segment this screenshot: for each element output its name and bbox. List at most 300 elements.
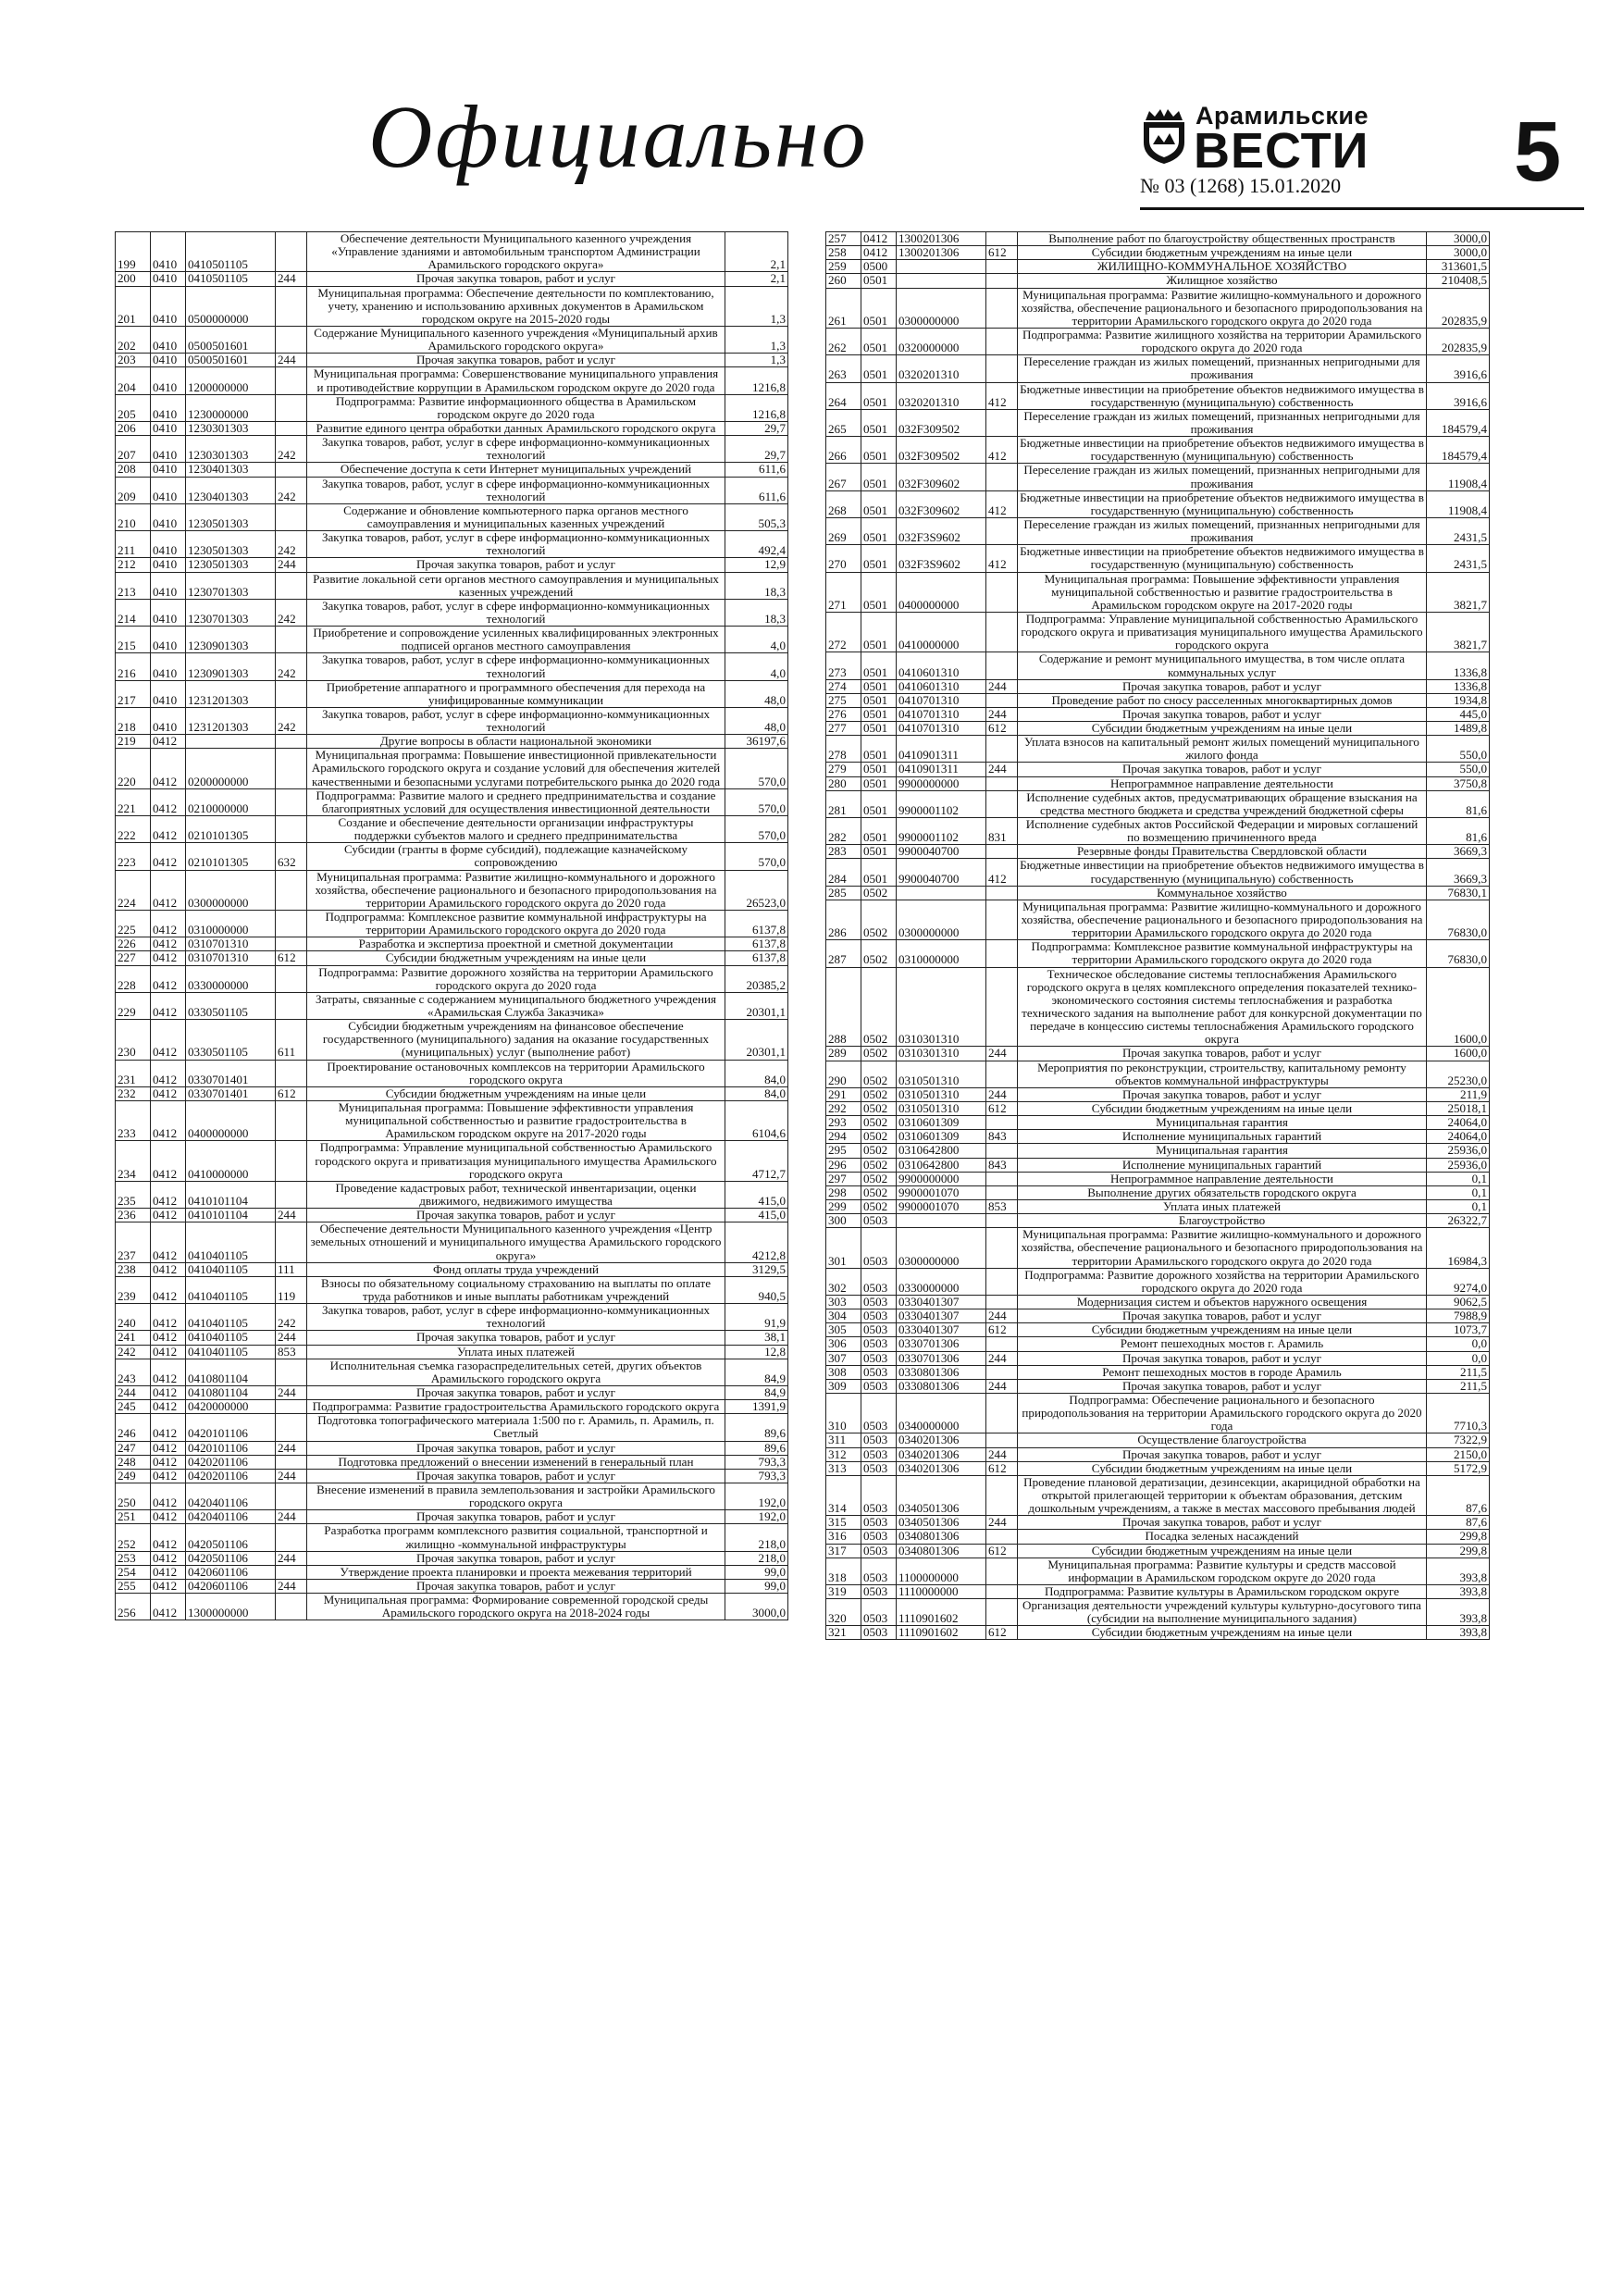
row-number: 258 [826, 246, 861, 260]
row-number: 223 [116, 843, 151, 870]
table-row [826, 652, 1490, 679]
target-article-code [186, 735, 276, 749]
line-item-name: Подпрограмма: Комплексное развитие коммунальной инфраструктуры на территории Арамильского городского округа до 2020 года [1018, 940, 1427, 967]
line-item-name: Ремонт пешеходных мостов г. Арамиль [1018, 1337, 1427, 1351]
target-article-code: 1230301303 [186, 421, 276, 435]
table-row [826, 1087, 1490, 1101]
row-number: 250 [116, 1483, 151, 1509]
target-article-code: 0410701310 [897, 722, 986, 736]
logo-bottom-text: ВЕСТИ [1194, 123, 1369, 179]
expense-type-code [276, 1414, 307, 1441]
expense-type-code [276, 1181, 307, 1208]
line-item-name: Модернизация систем и объектов наружного освещения [1018, 1295, 1427, 1309]
expense-type-code: 611 [276, 1020, 307, 1060]
line-item-name: Содержание и обновление компьютерного парка органов местного самоуправления и муниципальных казенных учреждений [307, 503, 725, 530]
amount-value: 7710,3 [1427, 1393, 1490, 1433]
target-article-code: 0420501106 [186, 1551, 276, 1565]
target-article-code: 0310642800 [897, 1144, 986, 1158]
amount-value: 192,0 [725, 1510, 788, 1524]
section-code: 0501 [861, 328, 897, 354]
section-code: 0412 [151, 1469, 186, 1483]
section-code: 0412 [151, 911, 186, 937]
line-item-name: Муниципальная гарантия [1018, 1116, 1427, 1130]
target-article-code: 0310501310 [897, 1102, 986, 1116]
amount-value: 6137,8 [725, 911, 788, 937]
page-number: 5 [1514, 105, 1562, 199]
expense-type-code [276, 816, 307, 843]
table-row [116, 436, 788, 463]
table-row [116, 1414, 788, 1441]
section-title: Официально [368, 87, 869, 186]
table-row [116, 1565, 788, 1579]
line-item-name: Субсидии бюджетным учреждениям на иные цели [1018, 1323, 1427, 1337]
target-article-code: 1230401303 [186, 477, 276, 503]
target-article-code: 1300201306 [897, 232, 986, 246]
amount-value: 26523,0 [725, 870, 788, 910]
expense-type-code: 244 [276, 1510, 307, 1524]
line-item-name: Коммунальное хозяйство [1018, 886, 1427, 900]
section-code: 0503 [861, 1309, 897, 1323]
table-row [116, 421, 788, 435]
expense-type-code: 612 [986, 246, 1018, 260]
section-code: 0410 [151, 531, 186, 558]
expense-type-code [276, 1524, 307, 1551]
table-row [826, 1130, 1490, 1144]
amount-value: 393,8 [1427, 1599, 1490, 1626]
row-number: 253 [116, 1551, 151, 1565]
line-item-name: Создание и обеспечение деятельности организации инфраструктуры поддержки субъектов малого и среднего предпринимательства [307, 816, 725, 843]
target-article-code: 0340000000 [897, 1393, 986, 1433]
expense-type-code [276, 788, 307, 815]
target-article-code: 0410000000 [897, 612, 986, 652]
row-number: 285 [826, 886, 861, 900]
expense-type-code [986, 1116, 1018, 1130]
expense-type-code [986, 1268, 1018, 1295]
target-article-code: 0420201106 [186, 1469, 276, 1483]
amount-value: 415,0 [725, 1181, 788, 1208]
target-article-code [897, 1214, 986, 1228]
row-number: 281 [826, 790, 861, 817]
target-article-code: 0420401106 [186, 1510, 276, 1524]
amount-value: 1489,8 [1427, 722, 1490, 736]
row-number: 228 [116, 965, 151, 992]
section-code: 0412 [151, 1414, 186, 1441]
row-number: 277 [826, 722, 861, 736]
table-row [826, 1185, 1490, 1199]
target-article-code: 0410701310 [897, 707, 986, 721]
row-number: 217 [116, 680, 151, 707]
amount-value: 211,5 [1427, 1379, 1490, 1393]
section-code: 0503 [861, 1584, 897, 1598]
table-row [116, 599, 788, 626]
expense-type-code [276, 965, 307, 992]
amount-value: 550,0 [1427, 736, 1490, 763]
expense-type-code [986, 355, 1018, 382]
row-number: 210 [116, 503, 151, 530]
amount-value: 1,3 [725, 286, 788, 326]
target-article-code: 0420501106 [186, 1524, 276, 1551]
expense-type-code: 843 [986, 1130, 1018, 1144]
row-number: 291 [826, 1087, 861, 1101]
line-item-name: Муниципальная программа: Развитие жилищно-коммунального и дорожного хозяйства, обеспечение рационального и безопасного природопользования на территории Арамильского городского округа до 2020 года [307, 870, 725, 910]
table-row [826, 1116, 1490, 1130]
expense-type-code: 612 [986, 1323, 1018, 1337]
section-code: 0502 [861, 1130, 897, 1144]
row-number: 225 [116, 911, 151, 937]
expense-type-code: 111 [276, 1262, 307, 1276]
row-number: 297 [826, 1172, 861, 1185]
budget-table-left [115, 231, 788, 1620]
amount-value: 76830,1 [1427, 886, 1490, 900]
target-article-code: 0410401105 [186, 1331, 276, 1345]
amount-value: 25936,0 [1427, 1158, 1490, 1172]
target-article-code: 0410401105 [186, 1276, 276, 1303]
amount-value: 202835,9 [1427, 328, 1490, 354]
amount-value: 36197,6 [725, 735, 788, 749]
expense-type-code [986, 1214, 1018, 1228]
table-row [826, 437, 1490, 464]
line-item-name: Закупка товаров, работ, услуг в сфере информационно-коммуникационных технологий [307, 707, 725, 734]
target-article-code: 1110901602 [897, 1626, 986, 1640]
section-code: 0412 [151, 1331, 186, 1345]
amount-value: 24064,0 [1427, 1116, 1490, 1130]
expense-type-code [276, 627, 307, 653]
table-row [116, 1455, 788, 1469]
amount-value: 192,0 [725, 1483, 788, 1509]
amount-value: 3669,3 [1427, 859, 1490, 886]
section-code: 0412 [151, 749, 186, 788]
line-item-name: Проведение плановой дератизации, дезинсекции, акарицидной обработки на открытой прилегающей территории к объектам образования, детским дошкольным учреждениям, а также в местах массового пребывания людей [1018, 1475, 1427, 1515]
target-article-code: 0210101305 [186, 843, 276, 870]
expense-type-code [986, 1337, 1018, 1351]
expense-type-code [276, 463, 307, 477]
line-item-name: Прочая закупка товаров, работ и услуг [307, 558, 725, 572]
expense-type-code: 612 [986, 1461, 1018, 1475]
table-row [826, 1379, 1490, 1393]
table-row [826, 859, 1490, 886]
expense-type-code [276, 326, 307, 353]
row-number: 236 [116, 1209, 151, 1222]
row-number: 316 [826, 1530, 861, 1544]
amount-value: 1,3 [725, 326, 788, 353]
section-code: 0410 [151, 421, 186, 435]
line-item-name: Подпрограмма: Обеспечение рационального и безопасного природопользования на территории Арамильского городского округа до 2020 года [1018, 1393, 1427, 1433]
expense-type-code [276, 1400, 307, 1414]
expense-type-code: 244 [986, 1087, 1018, 1101]
expense-type-code: 244 [276, 1469, 307, 1483]
expense-type-code [986, 940, 1018, 967]
expense-type-code: 244 [986, 1047, 1018, 1061]
row-number: 221 [116, 788, 151, 815]
line-item-name: Прочая закупка товаров, работ и услуг [1018, 1379, 1427, 1393]
row-number: 235 [116, 1181, 151, 1208]
expense-type-code [986, 1530, 1018, 1544]
table-row [826, 355, 1490, 382]
table-row [826, 1061, 1490, 1087]
row-number: 248 [116, 1455, 151, 1469]
line-item-name: Прочая закупка товаров, работ и услуг [1018, 1087, 1427, 1101]
row-number: 263 [826, 355, 861, 382]
row-number: 242 [116, 1345, 151, 1359]
expense-type-code: 242 [276, 1304, 307, 1331]
target-article-code: 0320201310 [897, 355, 986, 382]
row-number: 237 [116, 1222, 151, 1262]
target-article-code: 1230901303 [186, 653, 276, 680]
section-code: 0501 [861, 652, 897, 679]
line-item-name: Прочая закупка товаров, работ и услуг [307, 1385, 725, 1399]
target-article-code: 0410401105 [186, 1222, 276, 1262]
expense-type-code [986, 409, 1018, 436]
section-code: 0410 [151, 436, 186, 463]
expense-type-code: 612 [986, 1102, 1018, 1116]
section-code: 0503 [861, 1214, 897, 1228]
table-row [826, 464, 1490, 490]
expense-type-code [276, 503, 307, 530]
line-item-name: Проведение кадастровых работ, технической инвентаризации, оценки движимого, недвижимого имущества [307, 1181, 725, 1208]
amount-value: 84,0 [725, 1086, 788, 1100]
row-number: 303 [826, 1295, 861, 1309]
line-item-name: Муниципальная программа: Повышение инвестиционной привлекательности Арамильского городского округа и создание условий для обеспечения жителей качественными и безопасными услугами потребительского рынка до 2020 года [307, 749, 725, 788]
line-item-name: Уплата взносов на капитальный ремонт жилых помещений муниципального жилого фонда [1018, 736, 1427, 763]
section-code: 0501 [861, 355, 897, 382]
table-row [826, 1475, 1490, 1515]
row-number: 294 [826, 1130, 861, 1144]
target-article-code: 0310501310 [897, 1087, 986, 1101]
target-article-code: 0330000000 [186, 965, 276, 992]
expense-type-code [276, 1141, 307, 1181]
line-item-name: Прочая закупка товаров, работ и услуг [307, 1331, 725, 1345]
section-code: 0503 [861, 1351, 897, 1365]
expense-type-code: 412 [986, 437, 1018, 464]
target-article-code: 0420101106 [186, 1441, 276, 1455]
target-article-code: 0340501306 [897, 1475, 986, 1515]
amount-value: 87,6 [1427, 1516, 1490, 1530]
section-code: 0503 [861, 1558, 897, 1584]
target-article-code: 0340801306 [897, 1530, 986, 1544]
amount-value: 218,0 [725, 1524, 788, 1551]
amount-value: 1216,8 [725, 394, 788, 421]
section-code: 0501 [861, 707, 897, 721]
target-article-code: 1100000000 [897, 1558, 986, 1584]
line-item-name: Затраты, связанные с содержанием муниципального бюджетного учреждения «Арамильская Служба Заказчика» [307, 992, 725, 1019]
row-number: 226 [116, 937, 151, 951]
line-item-name: Прочая закупка товаров, работ и услуг [307, 1209, 725, 1222]
amount-value: 76830,0 [1427, 940, 1490, 967]
line-item-name: Бюджетные инвестиции на приобретение объектов недвижимого имущества в государственную (муниципальную) собственность [1018, 859, 1427, 886]
amount-value: 18,3 [725, 599, 788, 626]
amount-value: 38,1 [725, 1331, 788, 1345]
target-article-code: 0410901311 [897, 763, 986, 776]
section-code: 0501 [861, 612, 897, 652]
row-number: 249 [116, 1469, 151, 1483]
row-number: 304 [826, 1309, 861, 1323]
amount-value: 4,0 [725, 627, 788, 653]
table-row [826, 940, 1490, 967]
table-row [826, 246, 1490, 260]
target-article-code: 0420601106 [186, 1565, 276, 1579]
expense-type-code [276, 1455, 307, 1469]
section-code: 0412 [151, 1222, 186, 1262]
target-article-code: 032F309602 [897, 464, 986, 490]
amount-value: 6137,8 [725, 937, 788, 951]
table-row [826, 763, 1490, 776]
row-number: 231 [116, 1060, 151, 1086]
row-number: 298 [826, 1185, 861, 1199]
line-item-name: Благоустройство [1018, 1214, 1427, 1228]
table-row [826, 545, 1490, 572]
table-row [826, 1144, 1490, 1158]
table-row [826, 1558, 1490, 1584]
target-article-code: 0320201310 [897, 382, 986, 409]
page-header [0, 0, 1623, 217]
expense-type-code: 244 [276, 1579, 307, 1593]
amount-value: 9062,5 [1427, 1295, 1490, 1309]
section-code: 0412 [151, 1455, 186, 1469]
target-article-code: 0330401307 [897, 1295, 986, 1309]
row-number: 209 [116, 477, 151, 503]
table-row [826, 1433, 1490, 1447]
section-code: 0501 [861, 437, 897, 464]
line-item-name: Техническое обследование системы теплоснабжения Арамильского городского округа в целях комплексного определения показателей технико-экономического состояния системы теплоснабжения и разработка технического задания на выполнение работ для конкурсной документации по передаче в концессию системы теплоснабжения Арамильского городского округа [1018, 967, 1427, 1047]
row-number: 296 [826, 1158, 861, 1172]
section-code: 0502 [861, 1172, 897, 1185]
line-item-name: Взносы по обязательному социальному страхованию на выплаты по оплате труда работников и иные выплаты работникам учреждений [307, 1276, 725, 1303]
row-number: 259 [826, 260, 861, 274]
line-item-name: Фонд оплаты труда учреждений [307, 1262, 725, 1276]
expense-type-code: 244 [276, 272, 307, 286]
line-item-name: Подпрограмма: Развитие дорожного хозяйства на территории Арамильского городского округа до 2020 года [1018, 1268, 1427, 1295]
table-row [116, 843, 788, 870]
table-row [826, 1544, 1490, 1558]
section-code: 0501 [861, 409, 897, 436]
amount-value: 81,6 [1427, 818, 1490, 845]
section-code: 0503 [861, 1626, 897, 1640]
table-row [826, 1530, 1490, 1544]
target-article-code: 0330501105 [186, 992, 276, 1019]
section-code: 0502 [861, 1158, 897, 1172]
line-item-name: Внесение изменений в правила землепользования и застройки Арамильского городского округа [307, 1483, 725, 1509]
table-row [826, 845, 1490, 859]
row-number: 260 [826, 274, 861, 288]
section-code: 0412 [151, 1060, 186, 1086]
amount-value: 18,3 [725, 572, 788, 599]
expense-type-code [276, 937, 307, 951]
row-number: 271 [826, 572, 861, 612]
section-code: 0412 [151, 1510, 186, 1524]
amount-value: 1600,0 [1427, 1047, 1490, 1061]
line-item-name: Субсидии бюджетным учреждениям на финансовое обеспечение государственного (муниципального) задания на оказание государственных (муниципальных) услуг (выполнение работ) [307, 1020, 725, 1060]
section-code: 0502 [861, 1102, 897, 1116]
line-item-name: Субсидии бюджетным учреждениям на иные цели [1018, 722, 1427, 736]
row-number: 311 [826, 1433, 861, 1447]
target-article-code [897, 274, 986, 288]
section-code: 0410 [151, 707, 186, 734]
line-item-name: Подпрограмма: Развитие культуры в Арамильском городском округе [1018, 1584, 1427, 1598]
line-item-name: Уплата иных платежей [307, 1345, 725, 1359]
target-article-code: 0330701401 [186, 1086, 276, 1100]
section-code: 0503 [861, 1228, 897, 1268]
line-item-name: Подпрограмма: Развитие информационного общества в Арамильском городском округе до 2020 года [307, 394, 725, 421]
amount-value: 299,8 [1427, 1530, 1490, 1544]
target-article-code: 0420101106 [186, 1414, 276, 1441]
budget-table-right [825, 231, 1490, 1640]
table-row [116, 1510, 788, 1524]
target-article-code: 9900000000 [897, 1172, 986, 1185]
target-article-code: 0310701310 [186, 937, 276, 951]
row-number: 312 [826, 1447, 861, 1461]
table-row [826, 736, 1490, 763]
section-code: 0410 [151, 354, 186, 367]
expense-type-code: 242 [276, 653, 307, 680]
table-row [116, 558, 788, 572]
line-item-name: Мероприятия по реконструкции, строительству, капитальному ремонту объектов коммунальной инфраструктуры [1018, 1061, 1427, 1087]
table-row [826, 1199, 1490, 1213]
table-row [826, 1626, 1490, 1640]
expense-type-code [986, 464, 1018, 490]
section-code: 0410 [151, 503, 186, 530]
line-item-name: Бюджетные инвестиции на приобретение объектов недвижимого имущества в государственную (муниципальную) собственность [1018, 382, 1427, 409]
section-code: 0410 [151, 394, 186, 421]
table-row [826, 790, 1490, 817]
table-row [826, 1461, 1490, 1475]
amount-value: 2431,5 [1427, 545, 1490, 572]
amount-value: 570,0 [725, 843, 788, 870]
section-code: 0503 [861, 1379, 897, 1393]
section-code: 0412 [151, 735, 186, 749]
expense-type-code: 242 [276, 599, 307, 626]
target-article-code: 0310501310 [897, 1061, 986, 1087]
section-code: 0412 [151, 1441, 186, 1455]
table-row [826, 679, 1490, 693]
line-item-name: Ремонт пешеходных мостов в городе Арамиль [1018, 1365, 1427, 1379]
section-code: 0412 [151, 937, 186, 951]
line-item-name: Прочая закупка товаров, работ и услуг [1018, 763, 1427, 776]
expense-type-code [986, 1172, 1018, 1185]
expense-type-code [986, 232, 1018, 246]
row-number: 293 [826, 1116, 861, 1130]
line-item-name: Прочая закупка товаров, работ и услуг [1018, 707, 1427, 721]
amount-value: 1336,8 [1427, 652, 1490, 679]
line-item-name: Исполнительная съемка газораспределительных сетей, других объектов Арамильского городского округа [307, 1359, 725, 1385]
section-code: 0412 [151, 1551, 186, 1565]
line-item-name: Организация деятельности учреждений культуры культурно-досугового типа (субсидии на выполнение муниципального задания) [1018, 1599, 1427, 1626]
section-code: 0412 [151, 1483, 186, 1509]
amount-value: 1216,8 [725, 367, 788, 394]
target-article-code: 0330401307 [897, 1323, 986, 1337]
section-code: 0502 [861, 1199, 897, 1213]
section-code: 0412 [151, 816, 186, 843]
row-number: 261 [826, 288, 861, 328]
amount-value: 570,0 [725, 788, 788, 815]
amount-value: 20301,1 [725, 992, 788, 1019]
expense-type-code: 412 [986, 490, 1018, 517]
row-number: 300 [826, 1214, 861, 1228]
amount-value: 0,1 [1427, 1199, 1490, 1213]
target-article-code: 9900001102 [897, 818, 986, 845]
amount-value: 84,9 [725, 1359, 788, 1385]
row-number: 319 [826, 1584, 861, 1598]
expense-type-code [276, 1101, 307, 1141]
amount-value: 16984,3 [1427, 1228, 1490, 1268]
line-item-name: Подготовка топографического материала 1:500 по г. Арамиль, п. Арамиль, п. Светлый [307, 1414, 725, 1441]
line-item-name: Резервные фонды Правительства Свердловской области [1018, 845, 1427, 859]
target-article-code: 0340201306 [897, 1461, 986, 1475]
row-number: 267 [826, 464, 861, 490]
target-article-code: 032F309502 [897, 437, 986, 464]
row-number: 254 [116, 1565, 151, 1579]
table-row [116, 503, 788, 530]
section-code: 0412 [151, 788, 186, 815]
